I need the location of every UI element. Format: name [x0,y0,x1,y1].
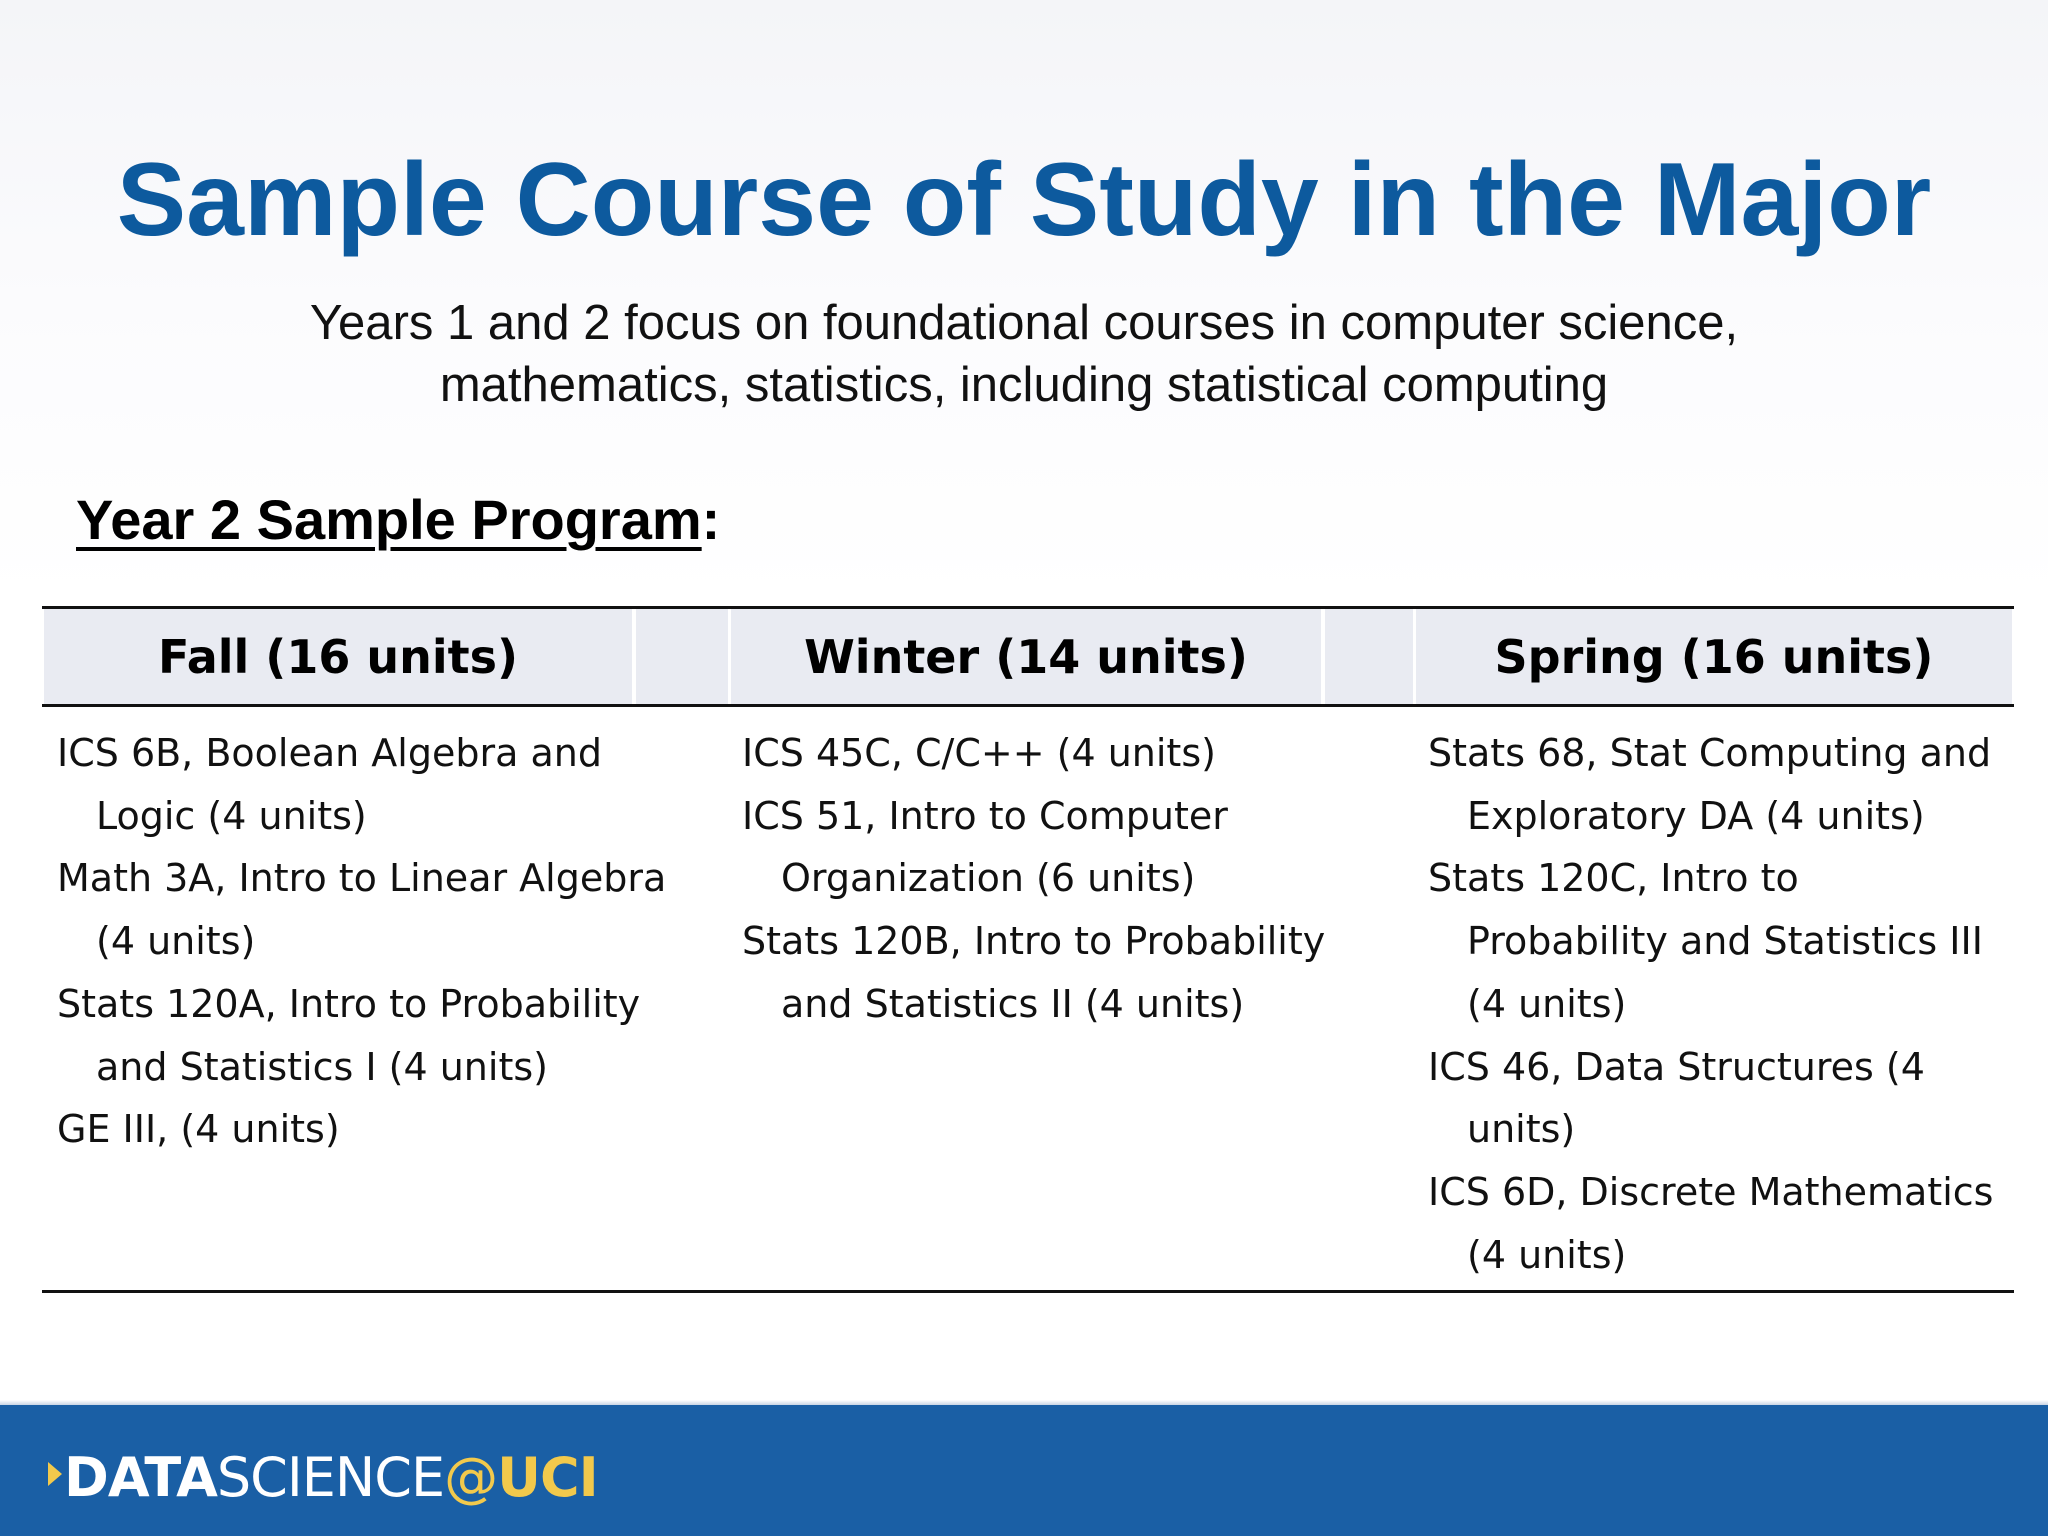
table-header-fall: Fall (16 units) [44,609,632,704]
spring-course-list [1428,722,2008,1286]
table-bottom-rule [42,1290,2014,1293]
section-heading-colon: : [701,488,721,551]
course-entry: Stats 68, Stat Computing and Exploratory DA (4 units) [1428,731,1992,838]
logo-caret-icon [48,1462,62,1486]
course-entry: ICS 45C, C/C++ (4 units) [742,731,1216,775]
subtitle-line-1: Years 1 and 2 focus on foundational courses in computer science, [309,296,1739,350]
logo-text-at: @ [444,1446,498,1509]
slide-title: Sample Course of Study in the Major [116,142,1932,258]
section-heading-text: Year 2 Sample Program [76,488,702,551]
datascience-uci-logo [48,1448,598,1508]
table-header-rule [42,704,2014,707]
winter-course-list [742,722,1342,1036]
table-header-spacer [636,609,728,704]
course-entry: ICS 46, Data Structures (4 units) [1428,1044,1925,1152]
course-entry: ICS 6B, Boolean Algebra and Logic (4 units) [57,731,602,838]
subtitle-line-2: mathematics, statistics, including statistical computing [439,358,1609,412]
table-header-spring: Spring (16 units) [1416,609,2012,704]
course-entry: Stats 120C, Intro to Probability and Statistics III (4 units) [1428,856,1983,1026]
course-entry: GE III, (4 units) [57,1107,340,1152]
section-heading [76,486,720,554]
slide-subtitle [180,292,1868,416]
table-header-winter: Winter (14 units) [731,609,1321,704]
course-entry: ICS 51, Intro to Computer Organization (6 units) [742,793,1228,901]
logo-text-data: DATA [64,1446,217,1509]
course-entry: Stats 120A, Intro to Probability and Statistics I (4 units) [57,981,641,1089]
course-entry: ICS 6D, Discrete Mathematics (4 units) [1428,1169,1994,1277]
logo-text-science: SCIENCE [216,1446,445,1509]
course-entry: Math 3A, Intro to Linear Algebra (4 units) [57,856,667,964]
course-entry: Stats 120B, Intro to Probability and Statistics II (4 units) [742,919,1326,1026]
fall-course-list [57,722,697,1161]
table-header-spacer [1325,609,1413,704]
logo-text-uci: UCI [497,1446,598,1509]
